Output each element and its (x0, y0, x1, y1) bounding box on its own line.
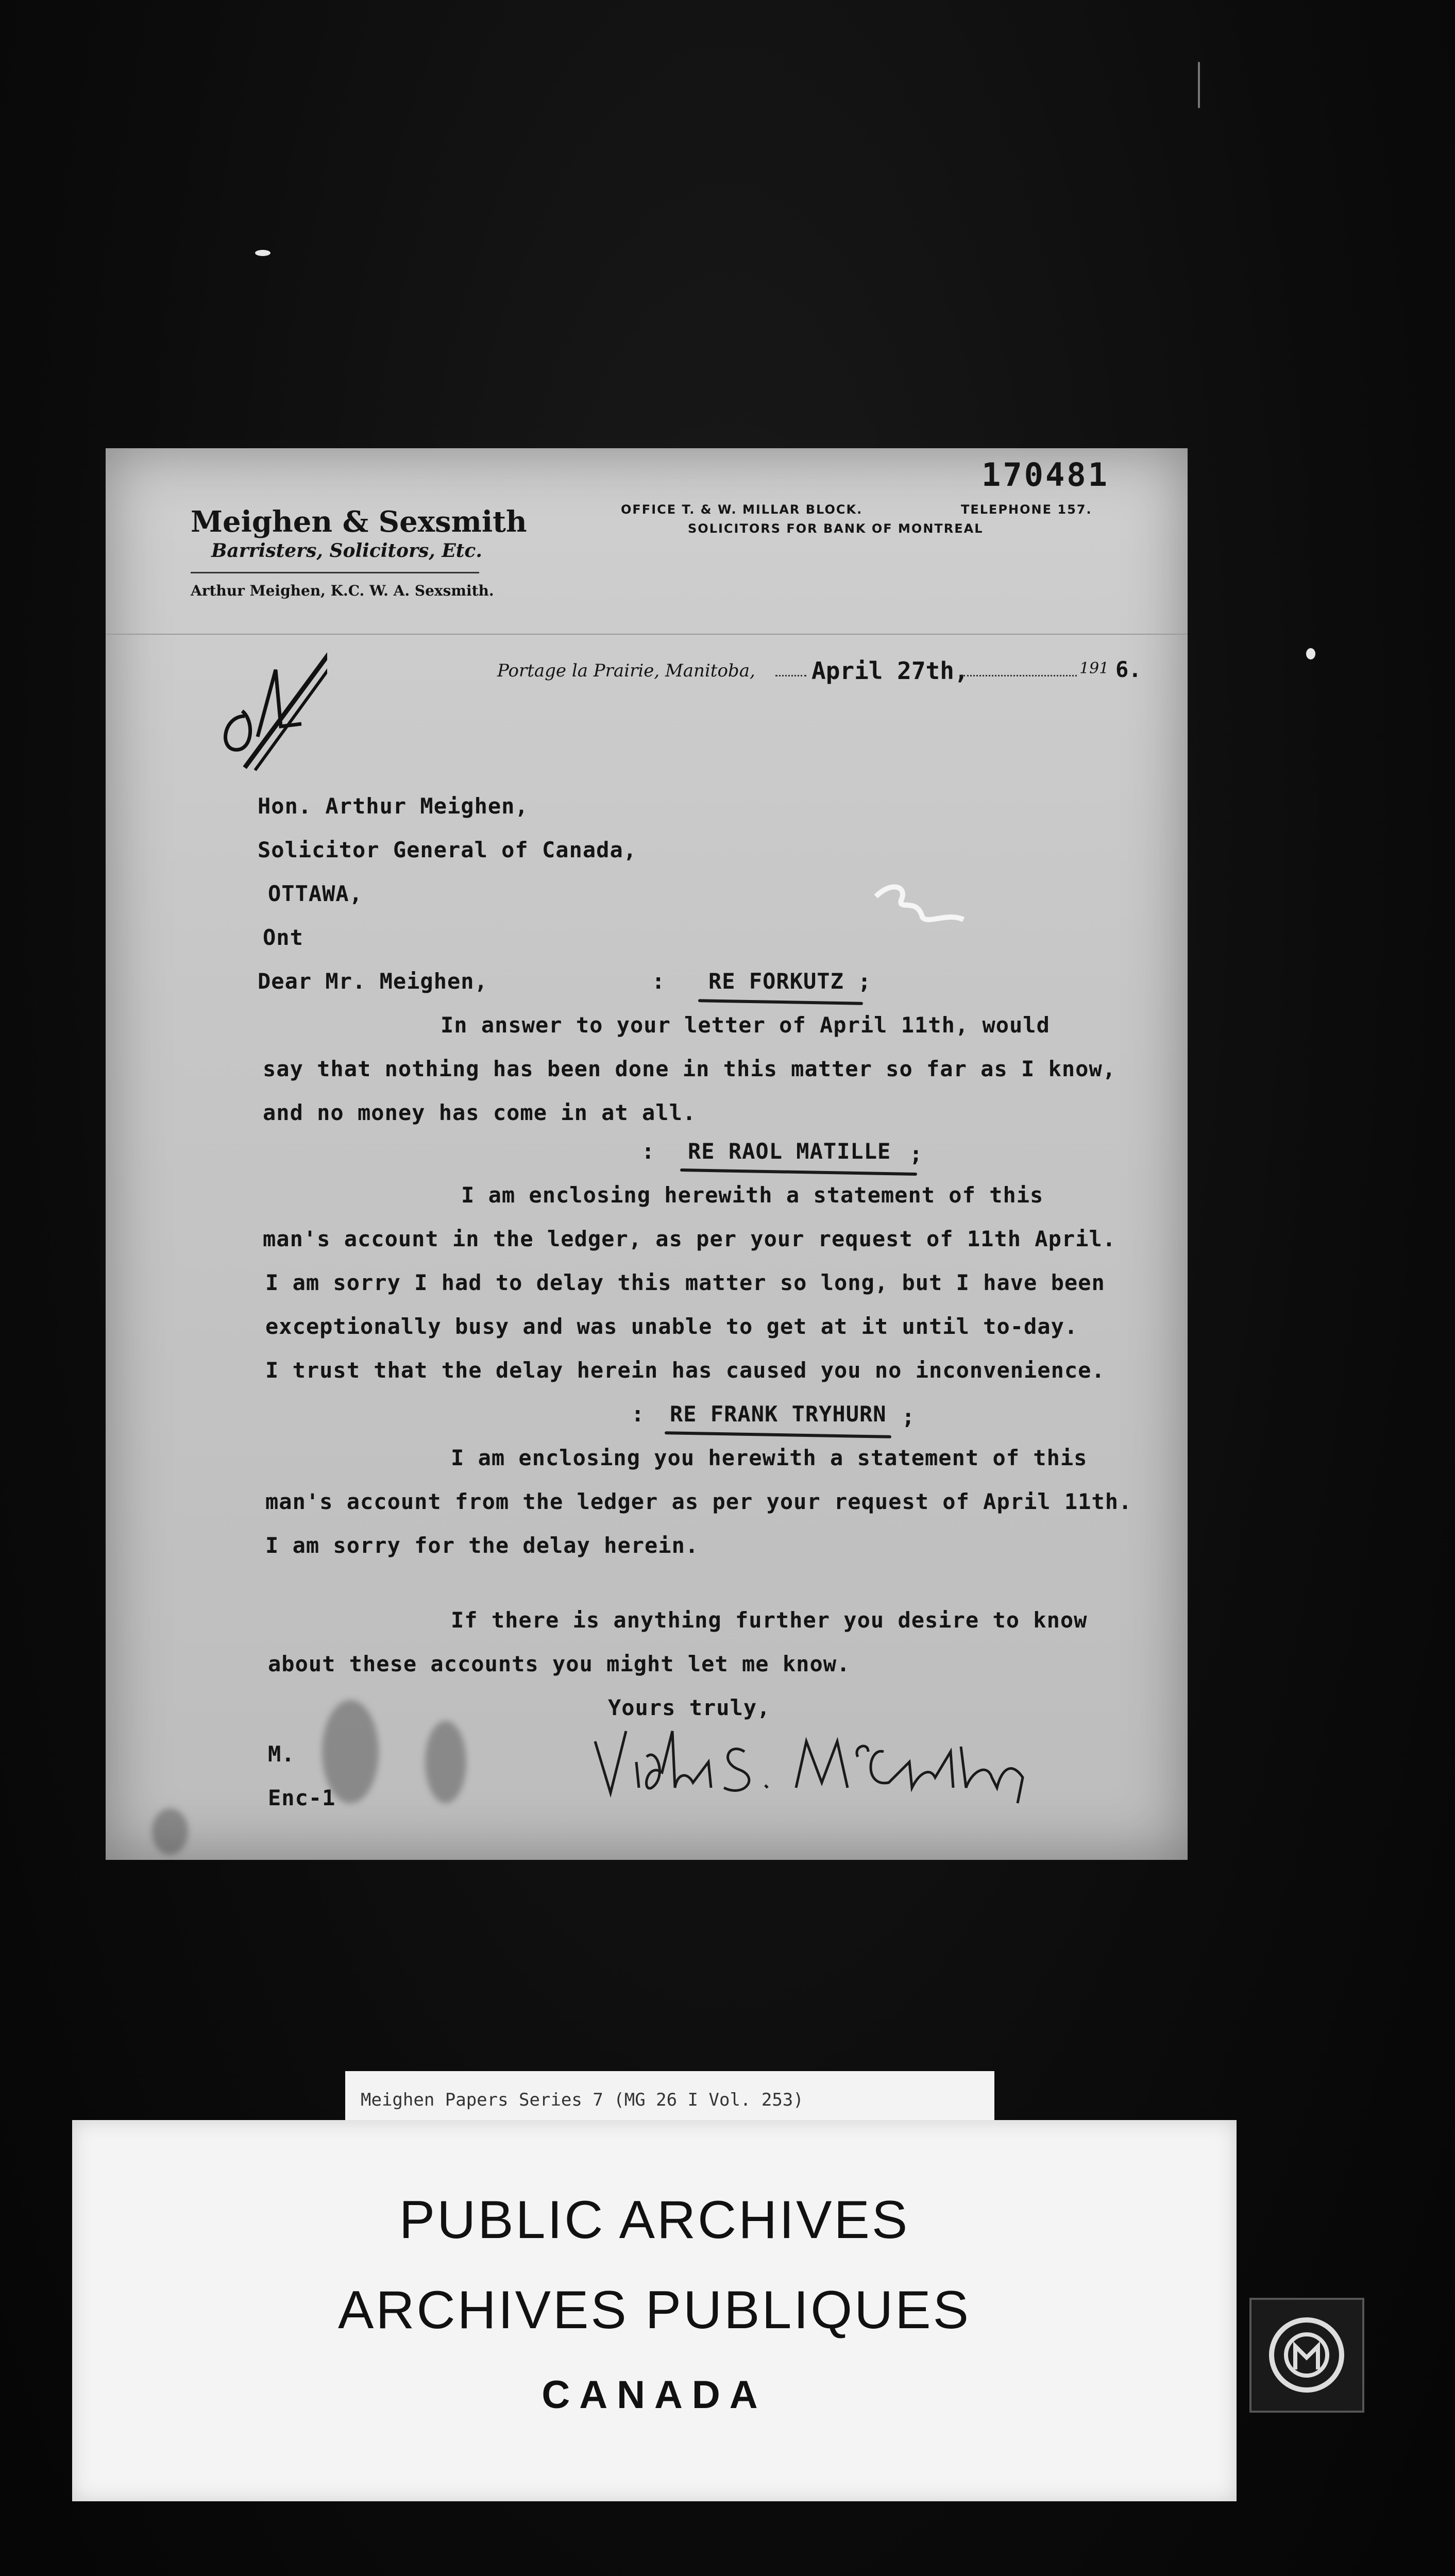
recipient-line: Ont (263, 925, 303, 950)
office-address: OFFICE T. & W. MILLAR BLOCK. (621, 502, 863, 517)
letter-date: April 27th, (811, 657, 969, 685)
salutation: Dear Mr. Meighen, (258, 969, 488, 994)
firm-rule (191, 572, 479, 573)
letter-page (106, 448, 1188, 1860)
body-line: I am enclosing herewith a statement of this (461, 1182, 1044, 1208)
heading-underline (680, 1168, 917, 1176)
telephone: TELEPHONE 157. (961, 502, 1092, 517)
section-heading-suffix: ; (858, 969, 872, 994)
film-speck (255, 250, 270, 256)
year-suffix: 6. (1115, 657, 1142, 682)
section-heading-suffix: ; (909, 1141, 923, 1166)
recipient-line: OTTAWA, (268, 881, 363, 906)
header-divider (106, 634, 1188, 635)
series-text: Meighen Papers Series 7 (MG 26 I Vol. 253) (361, 2090, 804, 2110)
body-line: I trust that the delay herein has caused you no inconvenience. (265, 1358, 1105, 1383)
archive-logo (1249, 2298, 1364, 2413)
closing-line: If there is anything further you desire to know (451, 1607, 1088, 1633)
archive-emblem-icon (1251, 2300, 1362, 2411)
section-heading-suffix: ; (902, 1404, 916, 1429)
ink-stain (322, 1700, 379, 1803)
body-line: I am sorry for the delay herein. (265, 1533, 699, 1558)
document-number: 170481 (982, 456, 1109, 494)
body-line: In answer to your letter of April 11th, would (441, 1012, 1050, 1038)
film-scratch (1198, 62, 1200, 108)
section-heading-prefix: : (652, 969, 666, 994)
dateline-dots (963, 675, 1077, 676)
section-heading: RE RAOL MATILLE (688, 1139, 891, 1164)
year-prefix: 191 (1079, 659, 1109, 677)
firm-partners: Arthur Meighen, K.C. W. A. Sexsmith. (191, 582, 494, 599)
body-line: and no money has come in at all. (263, 1100, 697, 1125)
firm-subtitle: Barristers, Solicitors, Etc. (211, 540, 482, 562)
body-line: I am sorry I had to delay this matter so long, but I have been (265, 1270, 1105, 1295)
archive-title-fr: ARCHIVES PUBLIQUES (338, 2280, 971, 2340)
ink-stain (152, 1808, 188, 1855)
body-line: man's account in the ledger, as per your request of 11th April. (263, 1226, 1116, 1251)
section-heading: RE FORKUTZ (708, 969, 844, 994)
body-line: say that nothing has been done in this matter so far as I know, (263, 1056, 1116, 1081)
section-heading-prefix: : (641, 1139, 655, 1164)
heading-underline (665, 1431, 891, 1438)
handwritten-marking (214, 639, 327, 773)
archive-card (72, 2120, 1237, 2501)
bank-line: SOLICITORS FOR BANK OF MONTREAL (688, 521, 984, 536)
film-speck (1306, 648, 1315, 659)
archive-title-en: PUBLIC ARCHIVES (399, 2190, 910, 2250)
recipient-line: Solicitor General of Canada, (258, 837, 637, 862)
body-line: exceptionally busy and was unable to get at it until to-day. (265, 1314, 1078, 1339)
enclosure-note: Enc-1 (268, 1785, 336, 1810)
archive-country: CANADA (542, 2373, 767, 2417)
closing-line: about these accounts you might let me know. (268, 1651, 851, 1676)
dateline-place: Portage la Prairie, Manitoba, (497, 660, 755, 681)
dateline-dots (775, 675, 806, 676)
section-heading: RE FRANK TRYHURN (670, 1401, 887, 1427)
ink-blot (871, 876, 969, 933)
firm-name: Meighen & Sexsmith (191, 505, 527, 539)
section-heading-prefix: : (631, 1401, 645, 1427)
body-line: man's account from the ledger as per your request of April 11th. (265, 1489, 1132, 1514)
handwritten-signature (590, 1710, 1043, 1814)
recipient-line: Hon. Arthur Meighen, (258, 793, 529, 819)
ink-stain (425, 1721, 466, 1803)
body-line: I am enclosing you herewith a statement of this (451, 1445, 1088, 1470)
valediction: Yours truly, (608, 1695, 771, 1720)
typist-initials: M. (268, 1741, 295, 1767)
heading-underline (698, 999, 863, 1005)
